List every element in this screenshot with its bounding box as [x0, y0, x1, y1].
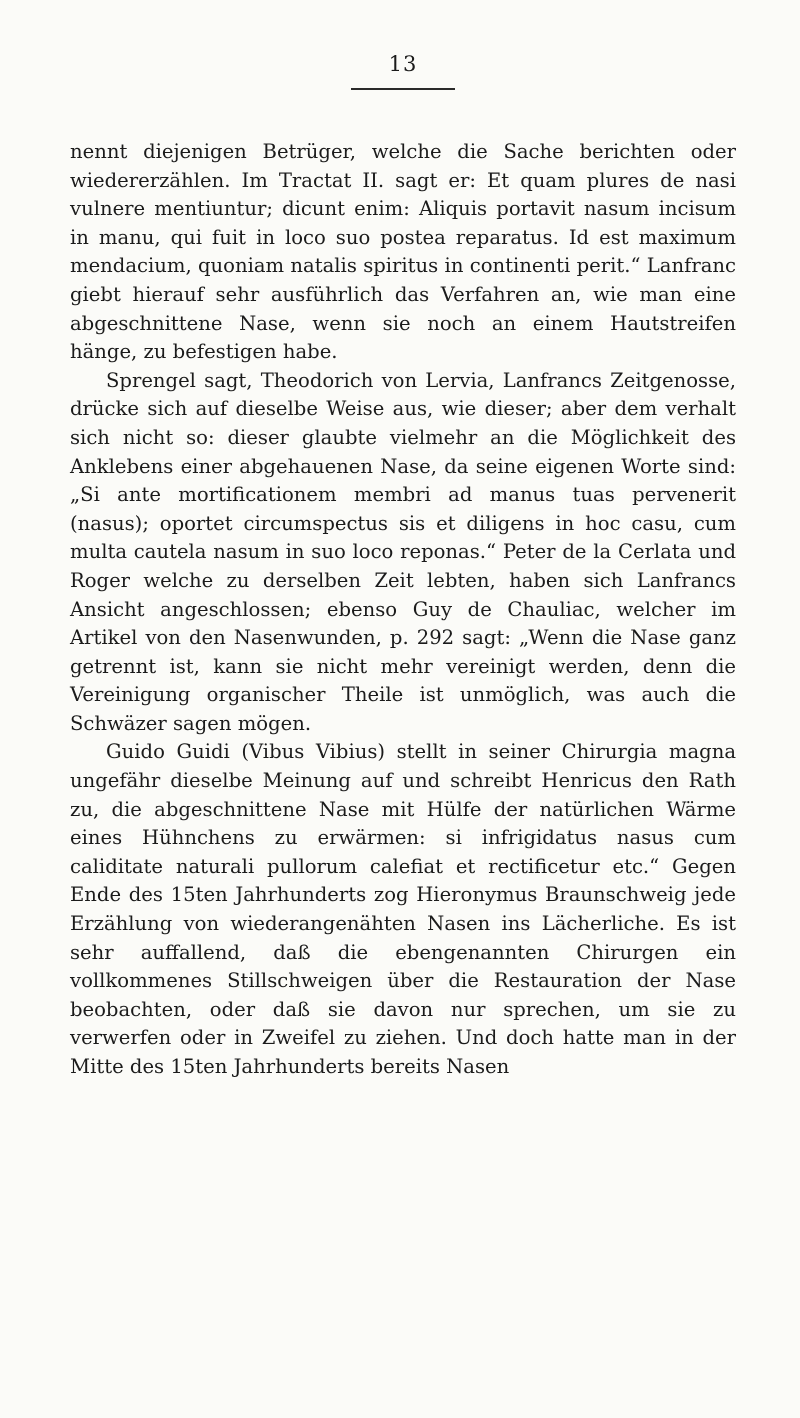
paragraph-1: nennt diejenigen Betrüger, welche die Sache berichten oder wiedererzählen. Im Tractat II. sagt er: Et quam plures de nasi vulnere mentiuntur; dicunt enim: Aliquis portavit nasum incisum in manu, qui fuit in loco suo postea reparatus. Id est maximum mendacium, quoniam natalis spiritus in continenti perit.“ Lanfranc giebt hierauf sehr ausführlich das Verfahren an, wie man eine abgeschnittene Nase, wenn sie noch an einem Hautstreifen hänge, zu befestigen habe.: [70, 140, 736, 364]
paragraph-3: Guido Guidi (Vibus Vibius) stellt in seiner Chirurgia magna ungefähr dieselbe Meinung auf und schreibt Henricus den Rath zu, die abgeschnittene Nase mit Hülfe der natürlichen Wärme eines Hühnchens zu erwärmen: si infrigidatus nasus cum caliditate naturali pullorum calefiat et rectificetur etc.“ Gegen Ende des 15ten Jahrhunderts zog Hieronymus Braunschweig jede Erzählung von wiederangenähten Nasen ins Lächerliche. Es ist sehr auffallend, daß die ebengenannten Chirurgen ein vollkommenes Stillschweigen über die Restauration der Nase beobachten, oder daß sie davon nur sprechen, um sie zu verwerfen oder in Zweifel zu ziehen. Und doch hatte man in der Mitte des 15ten Jahrhunderts bereits Nasen: [70, 740, 736, 1078]
page-number: 13: [388, 52, 418, 76]
paragraph-2: Sprengel sagt, Theodorich von Lervia, Lanfrancs Zeitgenosse, drücke sich auf dieselbe Weise aus, wie dieser; aber dem verhalt sich nicht so: dieser glaubte vielmehr an die Möglichkeit des Anklebens einer abgehauenen Nase, da seine eigenen Worte sind: „Si ante mortificationem membri ad manus tuas pervenerit (nasus); oportet circumspectus sis et diligens in hoc casu, cum multa cautela nasum in suo loco reponas.“ Peter de la Cerlata und Roger welche zu derselben Zeit lebten, haben sich Lanfrancs Ansicht angeschlossen; ebenso Guy de Chauliac, welcher im Artikel von den Nasenwunden, p. 292 sagt: „Wenn die Nase ganz getrennt ist, kann sie nicht mehr vereinigt werden, denn die Vereinigung organischer Theile ist unmöglich, was auch die Schwäzer sagen mögen.: [70, 368, 736, 735]
header-rule: [351, 88, 455, 90]
body-text: [70, 138, 736, 1082]
